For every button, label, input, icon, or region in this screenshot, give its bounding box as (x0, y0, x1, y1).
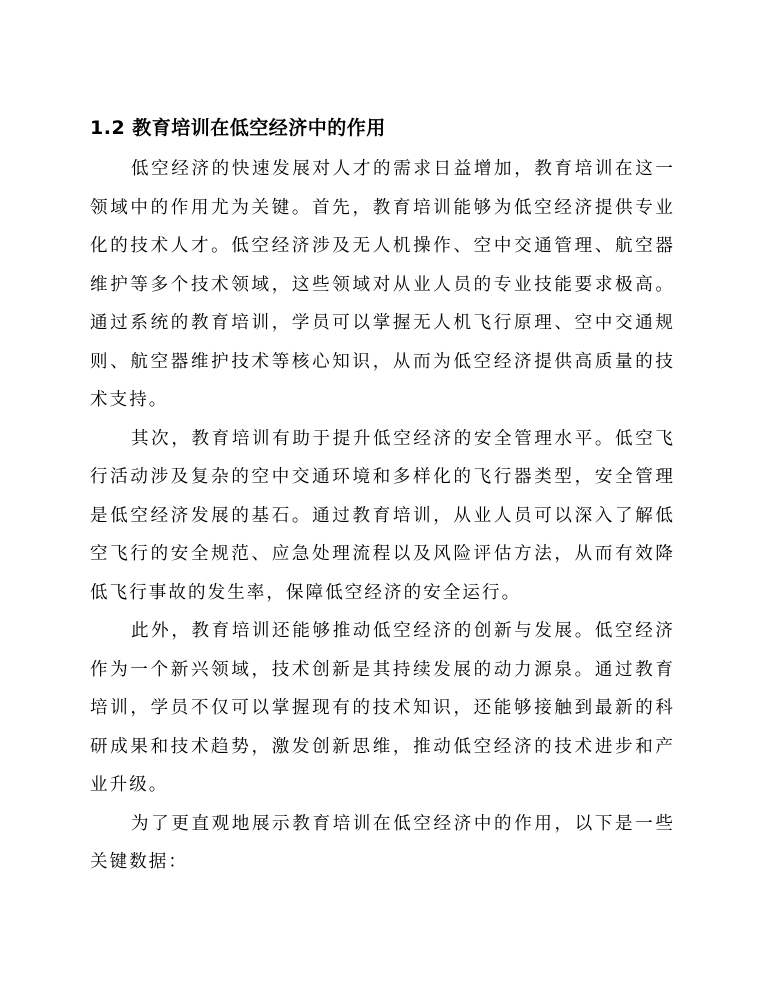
paragraph-safety-management: 其次，教育培训有助于提升低空经济的安全管理水平。低空飞行活动涉及复杂的空中交通环境和多样化的飞行器类型，安全管理是低空经济发展的基石。通过教育培训，从业人员可以深入了解低空飞行的安全规范、应急处理流程以及风险评估方法，从而有效降低飞行事故的发生率，保障低空经济的安全运行。 (90, 428, 675, 603)
paragraph-talent-demand: 低空经济的快速发展对人才的需求日益增加，教育培训在这一领域中的作用尤为关键。首先，教育培训能够为低空经济提供专业化的技术人才。低空经济涉及无人机操作、空中交通管理、航空器维护等多个技术领域，这些领域对从业人员的专业技能要求极高。通过系统的教育培训，学员可以掌握无人机飞行原理、空中交通规则、航空器维护技术等核心知识，从而为低空经济提供高质量的技术支持。 (90, 159, 675, 410)
paragraph-innovation: 此外，教育培训还能够推动低空经济的创新与发展。低空经济作为一个新兴领域，技术创新是其持续发展的动力源泉。通过教育培训，学员不仅可以掌握现有的技术知识，还能够接触到最新的科研成果和技术趋势，激发创新思维，推动低空经济的技术进步和产业升级。 (90, 621, 675, 795)
paragraph-key-data-intro: 为了更直观地展示教育培训在低空经济中的作用，以下是一些关键数据： (90, 813, 675, 872)
section-heading: 1.2 教育培训在低空经济中的作用 (90, 117, 386, 139)
section-body (90, 150, 675, 882)
